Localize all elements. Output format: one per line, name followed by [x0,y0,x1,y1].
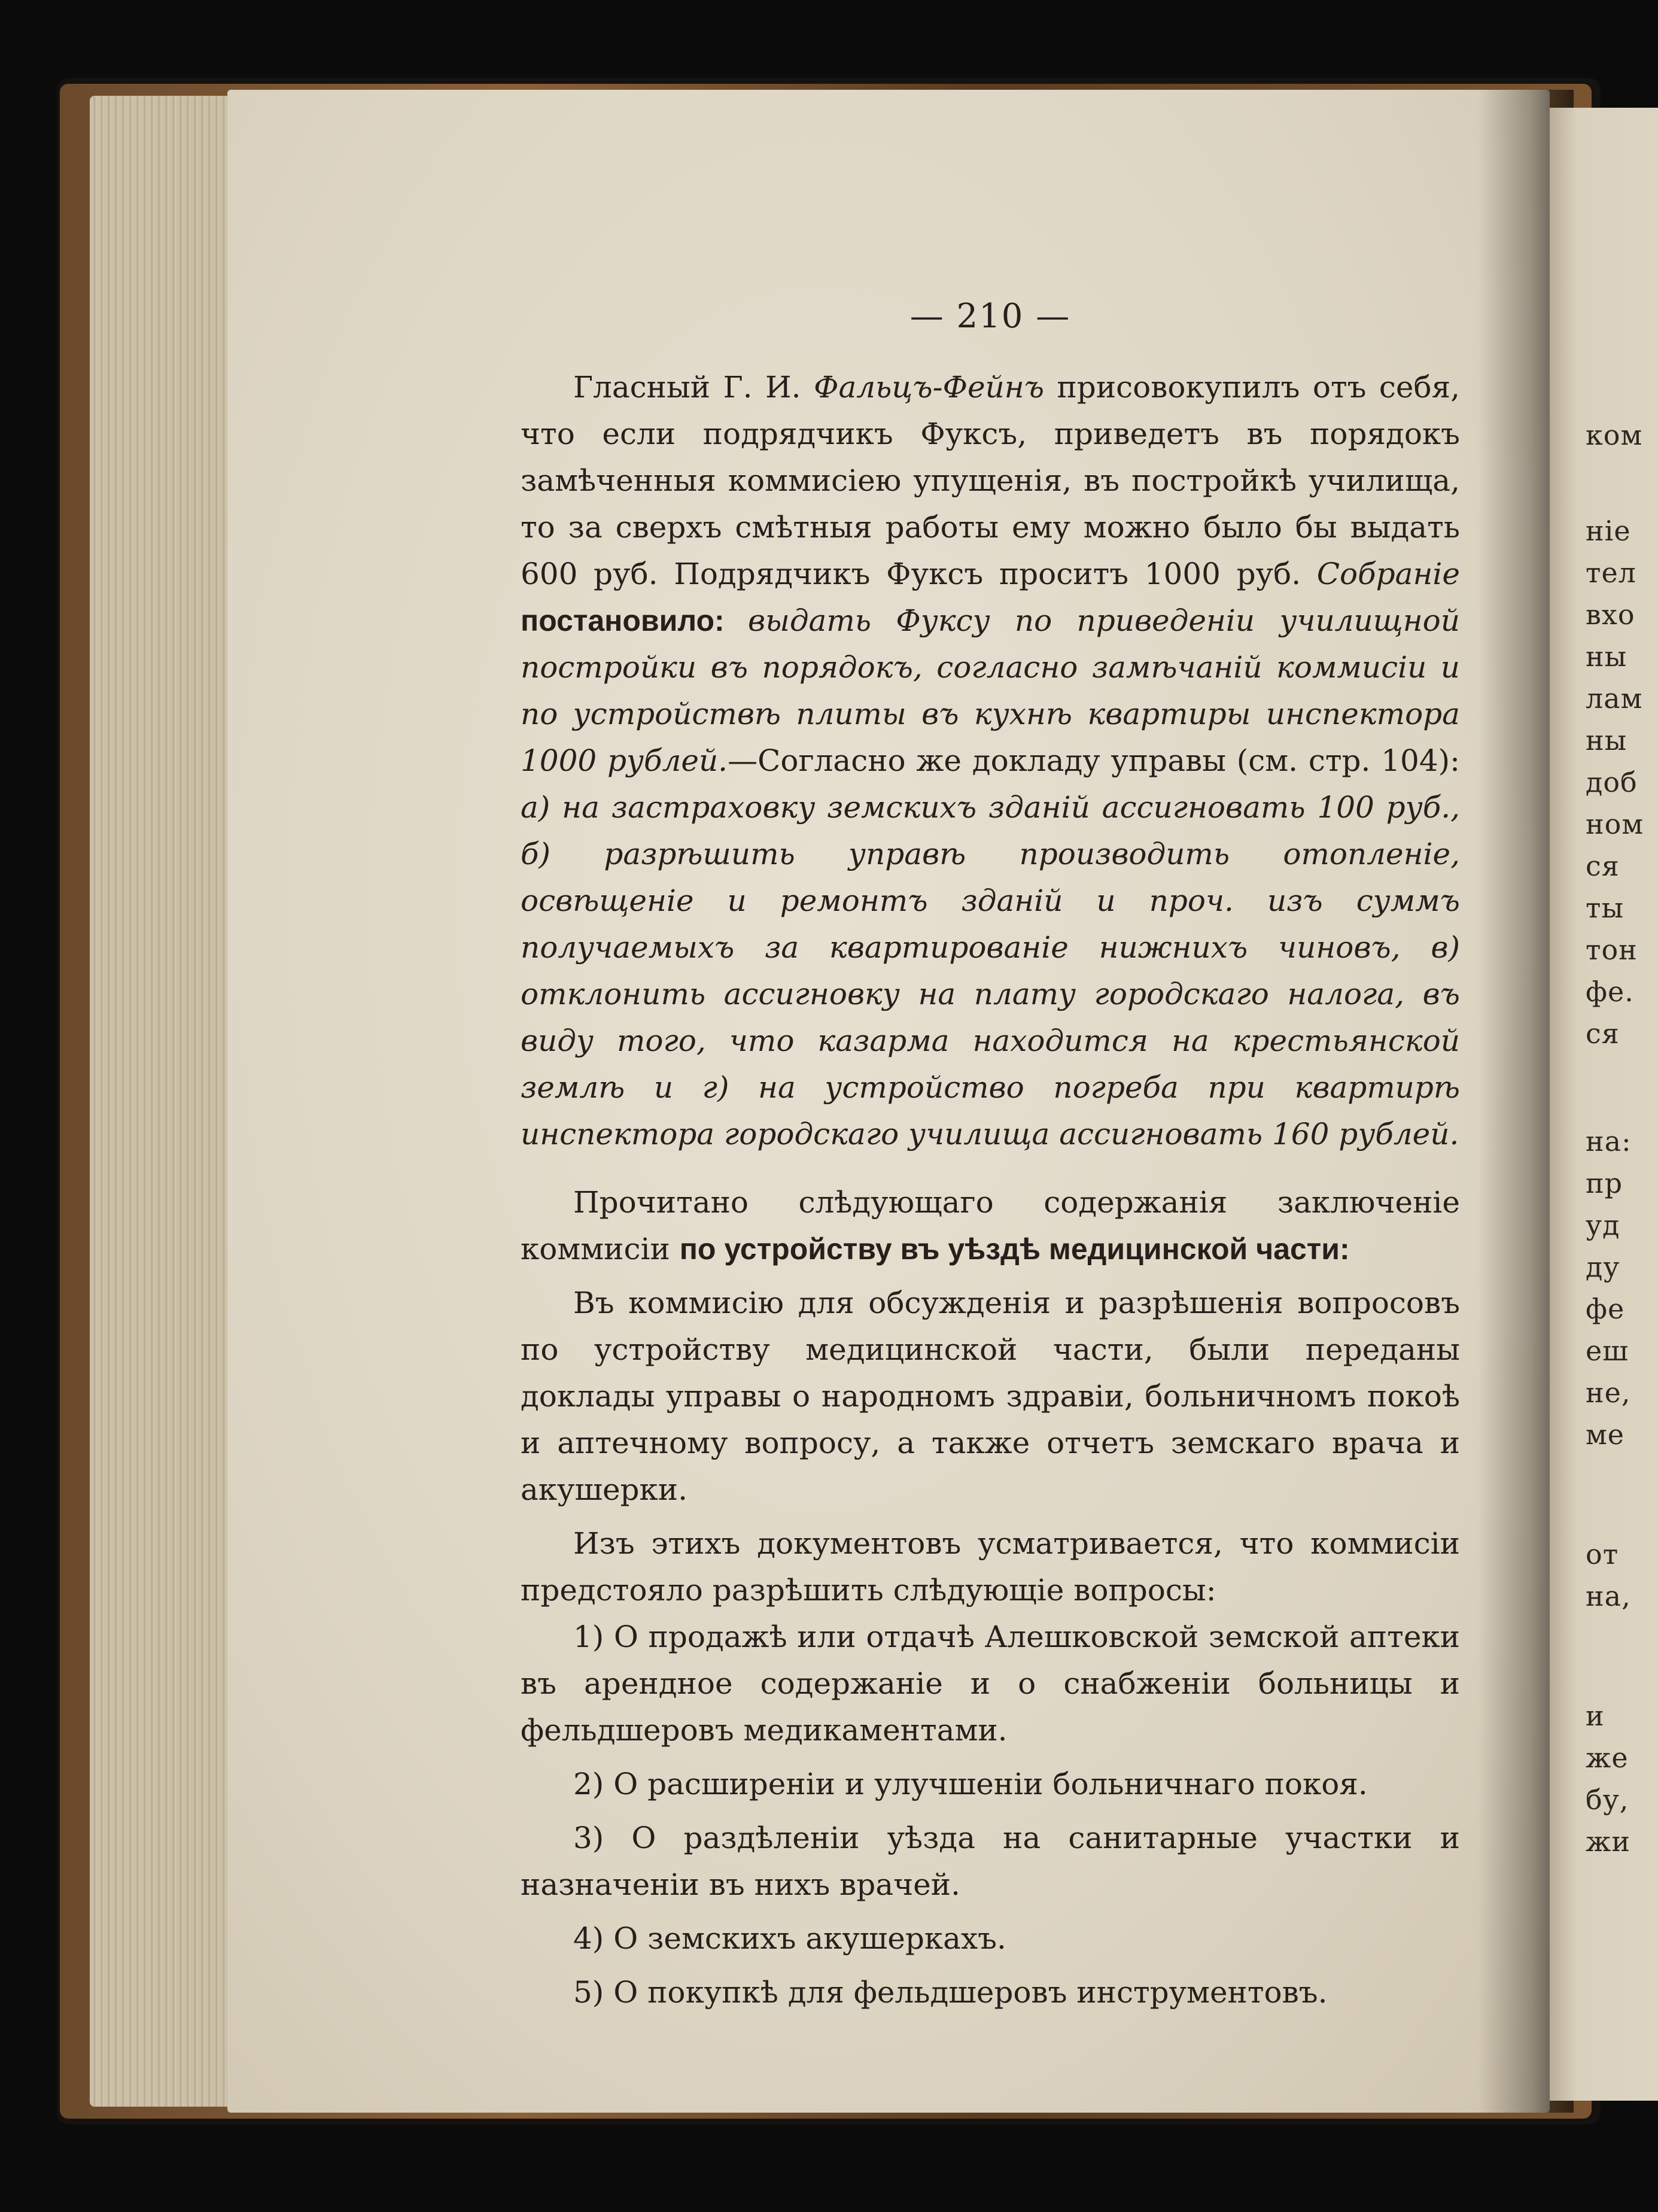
question-item: 2) О расширеніи и улучшеніи больничнаго покоя. [573,1767,1368,1801]
text-run-italic: Собраніе [1316,557,1460,591]
question-item: 4) О земскихъ акушеркахъ. [573,1921,1006,1956]
next-page-text: ны [1586,724,1627,756]
question-item: 3) О раздѣленіи уѣзда на санитарные участки и назначеніи въ нихъ врачей. [521,1821,1460,1902]
person-name: Фальцъ-Фейнъ [813,370,1045,405]
page-number: — 210 — [909,297,1071,336]
next-page-text: ны [1586,640,1627,673]
next-page-text: ніе [1586,515,1631,547]
text-run: присовокупилъ отъ себя, что если подрядчикъ Фуксъ, приведетъ въ порядокъ замѣченныя коммисіею упущенія, въ постройкѣ училища, то за сверхъ смѣтныя работы ему можно было бы выдать 600 руб. Подрядчикъ Фуксъ проситъ 1000 руб. [521,370,1460,591]
next-page-text: доб [1586,766,1638,798]
paragraph-commission-reports: Въ коммисію для обсужденія и разрѣшенія вопросовъ по устройству медицинской части, были переданы доклады управы о народномъ здравіи, больничномъ покоѣ и аптечному вопросу, а также отчетъ земскаго врача и акушерки. [521,1286,1460,1507]
page-text-column [521,293,1460,2016]
next-page-text: фе. [1586,976,1634,1008]
next-page-text: ся [1586,850,1620,882]
next-page-text: от [1586,1538,1619,1570]
next-page-text: бу, [1586,1783,1629,1816]
next-page-text: еш [1586,1335,1629,1367]
next-page-text: вхо [1586,598,1635,631]
text-run: —Согласно же докладу управы (см. стр. 104): [728,743,1460,778]
page-edges [90,96,245,2107]
question-item: 5) О покупкѣ для фельдшеровъ инструментовъ. [573,1975,1328,2010]
next-page-text: на: [1586,1125,1632,1157]
text-run: Гласный Г. И. [573,370,814,405]
text-run: Прочитано слѣдующаго содержанія заключеніе коммисіи [521,1185,1460,1266]
next-page-text: ся [1586,1017,1620,1050]
next-page-text: ком [1586,419,1643,451]
paragraph-commission-heading [521,1179,1460,1272]
right-page-fragment [1550,108,1658,2101]
next-page-text: лам [1586,682,1643,715]
next-page-text: и [1586,1700,1605,1732]
next-page-text: ном [1586,808,1644,840]
commission-title: по устройству въ уѣздѣ медицинской части: [679,1232,1350,1266]
next-page-text: не, [1586,1377,1631,1409]
next-page-text: тон [1586,934,1638,966]
paragraph-questions-intro: Изъ этихъ документовъ усматривается, что коммисіи предстояло разрѣшить слѣдующіе вопросы: [521,1526,1460,1608]
resolution-text: выдать Фуксу по приведеніи училищной постройки въ порядокъ, согласно замѣчаній коммисіи и по устройствѣ плиты въ кухнѣ квартиры инспектора 1000 рублей. [521,603,1460,778]
next-page-text: же [1586,1742,1629,1774]
next-page-text: фе [1586,1293,1625,1325]
next-page-text: тел [1586,557,1636,589]
next-page-text: жи [1586,1825,1630,1858]
next-page-text: ты [1586,892,1624,924]
next-page-text: уд [1586,1209,1620,1241]
next-page-text: пр [1586,1167,1623,1199]
paragraph-resolution [521,364,1460,1157]
resolution-items: а) на застраховку земскихъ зданій ассигновать 100 руб., б) разрѣшить управѣ производить отопленіе, освѣщеніе и ремонтъ зданій и проч. изъ суммъ получаемыхъ за квартированіе нижнихъ чиновъ, в) отклонить ассигновку на плату городскаго налога, въ виду того, что казарма находится на крестьянской землѣ и г) на устройство погреба при квартирѣ инспектора городскаго училища ассигновать 160 рублей. [521,790,1460,1151]
next-page-text: ду [1586,1251,1620,1283]
next-page-text: ме [1586,1418,1625,1451]
resolution-keyword: постановило: [521,604,748,637]
next-page-text: на, [1586,1580,1631,1612]
question-item: 1) О продажѣ или отдачѣ Алешковской земской аптеки въ арендное содержаніе и о снабженіи больницы и фельдшеровъ медикаментами. [521,1620,1460,1748]
